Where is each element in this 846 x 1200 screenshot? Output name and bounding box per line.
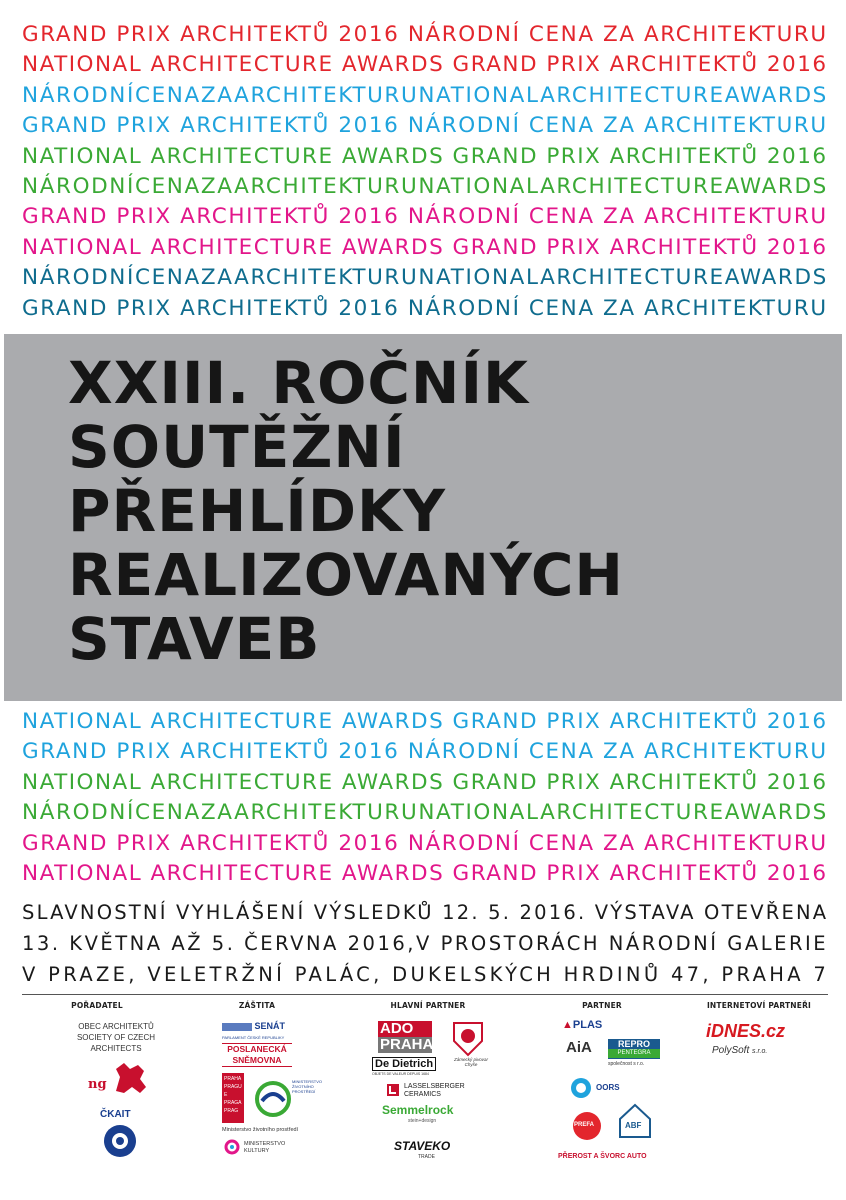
- info-line-3: V PRAZE, VELETRŽNÍ PALÁC, DUKELSKÝCH HRDINŮ 47, PRAHA 7: [22, 963, 830, 986]
- internet-partners-heading: INTERNETOVÍ PARTNEŘI: [706, 1001, 812, 1010]
- polysoft-logo: [712, 1045, 767, 1056]
- oa-line-2: SOCIETY OF CZECH ARCHITECTS: [76, 1033, 156, 1053]
- oa-line-1: OBEC ARCHITEKTŮ: [78, 1022, 154, 1031]
- mzp-logo-icon: [250, 1079, 296, 1119]
- ado-line-2: PRAHA: [380, 1036, 434, 1053]
- organizer-heading: POŘADATEL: [71, 1001, 123, 1010]
- lasselsberger-line-1: LASSELSBERGER: [404, 1083, 465, 1090]
- ado-line-1: ADO: [378, 1021, 432, 1037]
- bottom-text-band: [22, 707, 826, 889]
- repro-line-1: REPRO: [617, 1039, 650, 1049]
- main-partner-heading: HLAVNÍ PARTNER: [390, 1001, 466, 1010]
- patronage-column: [192, 999, 322, 1189]
- band-line: NATIONAL ARCHITECTURE AWARDS GRAND PRIX ARCHITEKTŮ 2016: [22, 234, 828, 260]
- dedietrich-logo: De Dietrich: [372, 1057, 436, 1071]
- mzp-caption: Ministerstvo životního prostředí: [222, 1127, 299, 1133]
- partner-heading: PARTNER: [582, 1001, 622, 1010]
- band-line: GRAND PRIX ARCHITEKTŮ 2016 NÁRODNÍ CENA ZA ARCHITEKTURU: [22, 204, 828, 230]
- internet-partners-column: [690, 999, 828, 1189]
- dedietrich-sub: OBJETS DE VALEUR DEPUIS 1684: [372, 1072, 429, 1076]
- title-line-4: REALIZOVANÝCH: [68, 541, 624, 609]
- organizer-column: [22, 999, 172, 1189]
- title-line-3: PŘEHLÍDKY: [68, 477, 446, 545]
- ckait-emblem-icon: [102, 1123, 138, 1159]
- divider: [22, 994, 828, 995]
- snemovna-logo: [222, 1043, 292, 1067]
- aia-logo: AiA: [566, 1039, 592, 1056]
- event-info: [22, 897, 828, 990]
- snemovna-small: PARLAMENT ČESKÉ REPUBLIKY: [222, 1035, 285, 1040]
- oors-icon: [570, 1077, 592, 1099]
- band-line: NATIONAL ARCHITECTURE AWARDS GRAND PRIX ARCHITEKTŮ 2016: [22, 860, 828, 886]
- staveko-sub: TRADE: [418, 1154, 435, 1160]
- band-line: GRAND PRIX ARCHITEKTŮ 2016 NÁRODNÍ CENA ZA ARCHITEKTURU: [22, 295, 828, 321]
- repro-sub: společnost s r.o.: [608, 1061, 645, 1067]
- snemovna-line-1: POSLANECKÁ: [227, 1044, 287, 1054]
- senat-emblem-icon: [222, 1023, 252, 1031]
- band-line: NATIONAL ARCHITECTURE AWARDS GRAND PRIX ARCHITEKTŮ 2016: [22, 709, 828, 734]
- band-line: NATIONAL ARCHITECTURE AWARDS GRAND PRIX ARCHITEKTŮ 2016: [22, 143, 828, 169]
- mzp-label: MINISTERSTVO ŽIVOTNÍHO PROSTŘEDÍ: [292, 1079, 323, 1094]
- mk-label: [244, 1141, 285, 1155]
- repro-logo: [608, 1039, 660, 1059]
- band-line: GRAND PRIX ARCHITEKTŮ 2016 NÁRODNÍ CENA ZA ARCHITEKTURU: [22, 113, 828, 139]
- band-line: GRAND PRIX ARCHITEKTŮ 2016 NÁRODNÍ CENA ZA ARCHITEKTURU: [22, 739, 828, 765]
- ckait-label: ČKAIT: [100, 1109, 131, 1120]
- band-line: NÁRODNÍCENAZAARCHITEKTURUNATIONALARCHITECTUREAWARDS: [22, 82, 828, 108]
- mk-line-2: KULTURY: [244, 1148, 270, 1154]
- title-line-1: XXIII. ROČNÍK: [68, 349, 529, 417]
- zamecky-label: Zámecký pivovar Chyše: [453, 1057, 488, 1067]
- title-line-5: STAVEB: [68, 605, 321, 673]
- band-line: NÁRODNÍCENAZAARCHITEKTURUNATIONALARCHITECTUREAWARDS: [22, 173, 828, 199]
- title-line-2: SOUTĚŽNÍ: [68, 413, 406, 481]
- info-line-1: SLAVNOSTNÍ VYHLÁŠENÍ VÝSLEDKŮ 12. 5. 2016. VÝSTAVA OTEVŘENA: [22, 901, 829, 924]
- ng-lion-icon: [110, 1057, 154, 1097]
- semmelrock-sub: stein+design: [408, 1118, 437, 1124]
- band-line: NATIONAL ARCHITECTURE AWARDS GRAND PRIX ARCHITEKTŮ 2016: [22, 52, 828, 78]
- repro-line-2: PENTEGRA: [608, 1049, 660, 1058]
- prefa-label: PREFA: [574, 1122, 595, 1128]
- idnes-logo: iDNES.cz: [706, 1021, 786, 1041]
- band-line: GRAND PRIX ARCHITEKTŮ 2016 NÁRODNÍ CENA ZA ARCHITEKTURU: [22, 830, 828, 856]
- oors-label: OORS: [596, 1083, 620, 1092]
- info-line-2: 13. KVĚTNA AŽ 5. ČERVNA 2016,V PROSTORÁCH NÁRODNÍ GALERIE: [22, 932, 829, 955]
- lasselsberger-icon: [386, 1083, 400, 1097]
- snemovna-line-2: SNĚMOVNA: [232, 1055, 282, 1065]
- lasselsberger-line-2: CERAMICS: [404, 1091, 441, 1098]
- patronage-heading: ZÁŠTITA: [238, 1001, 276, 1010]
- mk-logo-icon: [224, 1139, 240, 1155]
- perost-logo: PŘEROST A ŠVORC AUTO: [558, 1153, 647, 1160]
- plas-label: PLAS: [572, 1019, 603, 1031]
- semmelrock-logo: Semmelrock: [382, 1103, 454, 1117]
- sponsors-section: [22, 999, 828, 1189]
- polysoft-sub: s.r.o.: [752, 1048, 768, 1055]
- band-line: NÁRODNÍCENAZAARCHITEKTURUNATIONALARCHITECTUREAWARDS: [22, 800, 828, 826]
- band-line: NATIONAL ARCHITECTURE AWARDS GRAND PRIX ARCHITEKTŮ 2016: [22, 769, 828, 795]
- zamecky-pivovar-shield-icon: [452, 1021, 484, 1057]
- praha-logo: PRAHA PRAGUE PRAGA PRAG: [222, 1073, 244, 1123]
- band-line: NÁRODNÍCENAZAARCHITEKTURUNATIONALARCHITECTUREAWARDS: [22, 265, 828, 291]
- main-partner-column: [358, 999, 498, 1189]
- ado-praha-logo: [378, 1021, 432, 1053]
- lasselsberger-logo: [404, 1083, 465, 1099]
- plas-arrow-icon: ▲: [562, 1019, 573, 1031]
- obec-architektu-logo: [56, 1021, 176, 1054]
- mk-line-1: MINISTERSTVO: [244, 1141, 286, 1147]
- plas-logo: [562, 1019, 602, 1031]
- abf-label: ABF: [625, 1121, 642, 1130]
- partner-column: [532, 999, 672, 1189]
- top-text-band: [22, 20, 826, 324]
- polysoft-label: PolySoft: [712, 1045, 750, 1056]
- senat-label: SENÁT: [254, 1021, 286, 1031]
- staveko-logo: STAVEKO: [394, 1139, 451, 1153]
- senat-logo: [222, 1021, 285, 1031]
- band-line: GRAND PRIX ARCHITEKTŮ 2016 NÁRODNÍ CENA ZA ARCHITEKTURU: [22, 22, 828, 47]
- title-panel: [4, 334, 842, 701]
- ng-logo-text: ng: [88, 1077, 107, 1092]
